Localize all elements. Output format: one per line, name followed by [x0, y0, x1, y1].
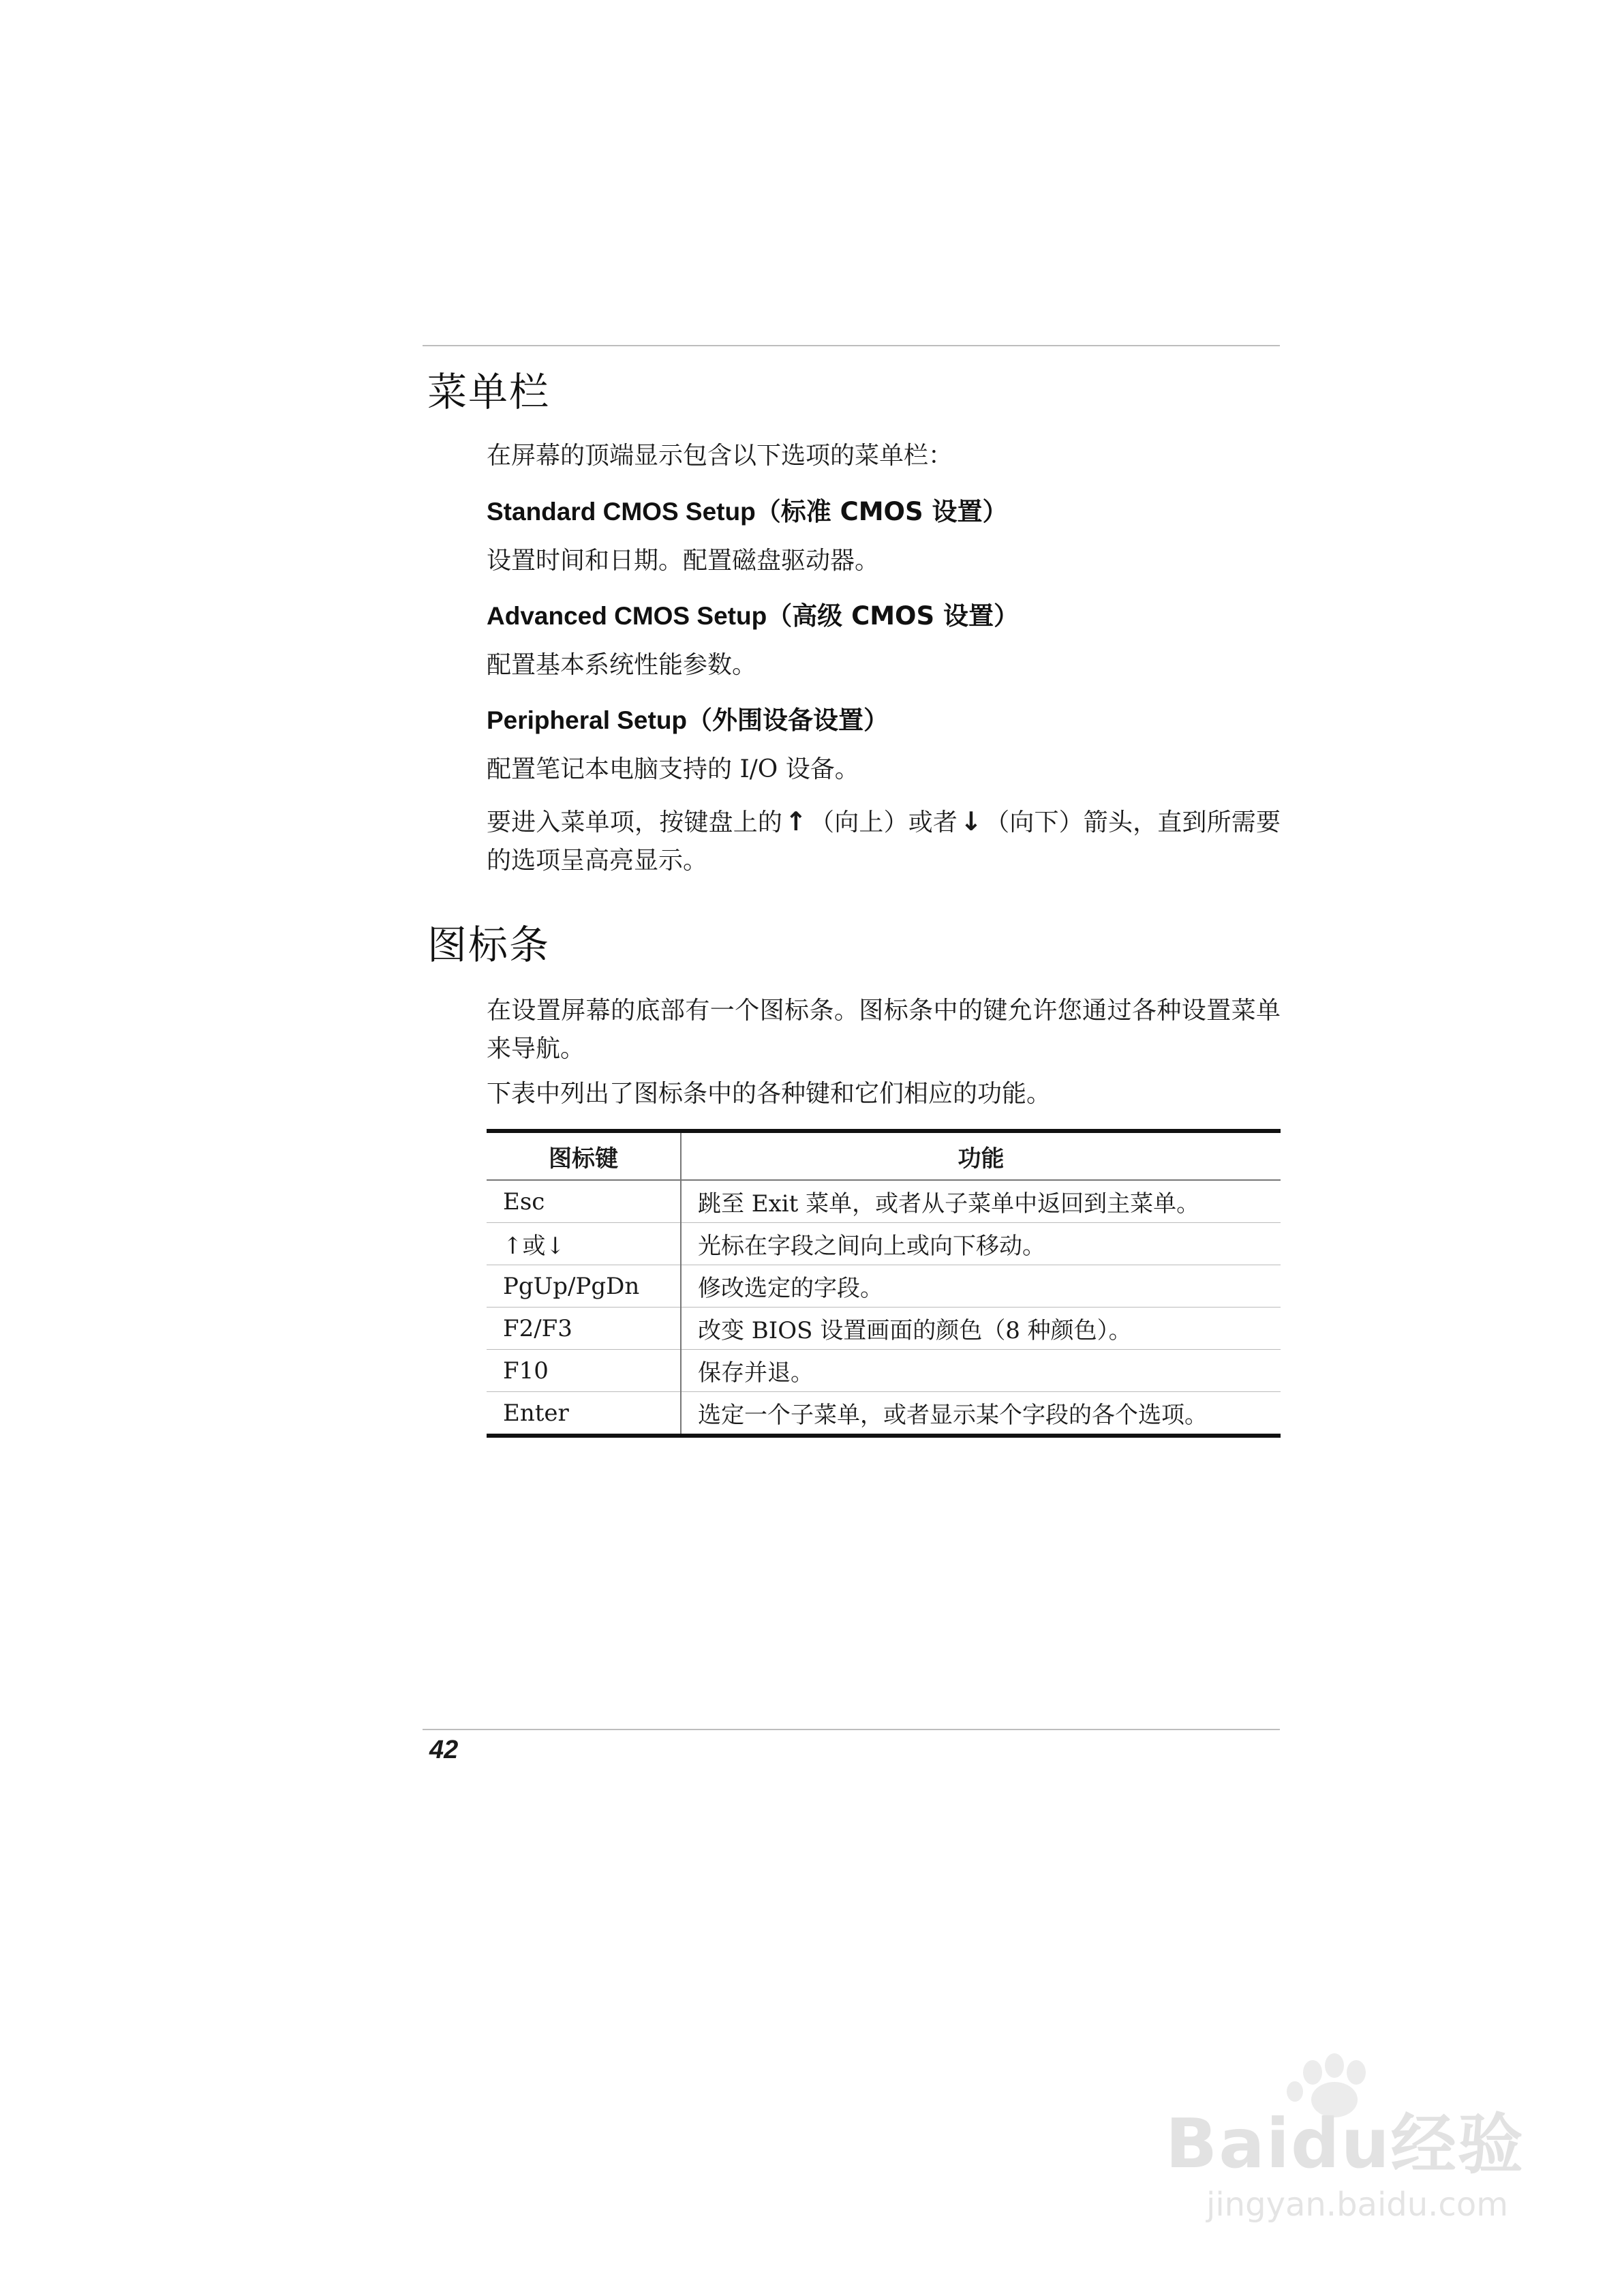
function-cell: 保存并退。	[681, 1350, 1281, 1392]
key-cell: Esc	[487, 1180, 681, 1223]
function-cell: 光标在字段之间向上或向下移动。	[681, 1223, 1281, 1265]
standard-cmos-title-en: Standard CMOS Setup	[487, 498, 756, 526]
header-icon-key: 图标键	[487, 1131, 681, 1180]
watermark-url: jingyan.baidu.com	[1206, 2186, 1508, 2224]
nav-text-3: （向下）箭头，直到所需要的选项呈高亮显示。	[487, 809, 1281, 875]
table-row	[487, 1265, 1281, 1308]
bottom-rule	[423, 1729, 1280, 1730]
standard-cmos-desc: 设置时间和日期。配置磁盘驱动器。	[487, 547, 880, 575]
watermark-brand-bai: Bai	[1165, 2104, 1291, 2184]
down-arrow-icon: ↓	[960, 806, 982, 836]
function-cell: 改变 BIOS 设置画面的颜色（8 种颜色）。	[681, 1308, 1281, 1350]
menu-bar-heading: 菜单栏	[427, 369, 551, 415]
advanced-cmos-desc: 配置基本系统性能参数。	[487, 651, 757, 679]
table-row	[487, 1223, 1281, 1265]
peripheral-setup-title-en: Peripheral Setup	[487, 706, 688, 734]
standard-cmos-title-cn: （标准 CMOS 设置）	[755, 497, 1008, 526]
menu-bar-intro: 在屏幕的顶端显示包含以下选项的菜单栏：	[487, 442, 953, 470]
table-header-row	[487, 1131, 1281, 1180]
advanced-cmos-title-cn: （高级 CMOS 设置）	[767, 601, 1020, 631]
nav-text-2: （向上）或者	[809, 809, 958, 836]
standard-cmos-title	[487, 491, 1008, 528]
icon-bar-para-1: 在设置屏幕的底部有一个图标条。图标条中的键允许您通过各种设置菜单来导航。	[487, 997, 1281, 1063]
peripheral-setup-title-cn: （外围设备设置）	[687, 706, 889, 735]
icon-key-table	[487, 1129, 1281, 1438]
function-cell: 修改选定的字段。	[681, 1265, 1281, 1308]
watermark-brand-du: du	[1290, 2104, 1391, 2184]
top-rule	[423, 345, 1280, 346]
up-arrow-icon: ↑	[785, 806, 807, 836]
function-cell: 选定一个子菜单，或者显示某个字段的各个选项。	[681, 1392, 1281, 1436]
watermark-brand	[1165, 2093, 1525, 2186]
navigation-instructions	[487, 802, 1281, 880]
advanced-cmos-title-en: Advanced CMOS Setup	[487, 602, 767, 630]
nav-text-1: 要进入菜单项，按键盘上的	[487, 809, 783, 836]
table-row	[487, 1350, 1281, 1392]
key-cell: ↑或↓	[487, 1223, 681, 1265]
table-row	[487, 1308, 1281, 1350]
page-number: 42	[429, 1736, 459, 1764]
icon-bar-heading: 图标条	[427, 922, 551, 968]
table-row	[487, 1392, 1281, 1436]
header-function: 功能	[681, 1131, 1281, 1180]
table-row	[487, 1180, 1281, 1223]
advanced-cmos-title	[487, 595, 1019, 632]
peripheral-setup-desc: 配置笔记本电脑支持的 I/O 设备。	[487, 755, 859, 783]
key-cell: PgUp/PgDn	[487, 1265, 681, 1308]
function-cell: 跳至 Exit 菜单，或者从子菜单中返回到主菜单。	[681, 1180, 1281, 1223]
key-cell: F10	[487, 1350, 681, 1392]
key-cell: F2/F3	[487, 1308, 681, 1350]
icon-bar-para-2: 下表中列出了图标条中的各种键和它们相应的功能。	[487, 1080, 1052, 1108]
baidu-jingyan-watermark	[1152, 2052, 1533, 2270]
peripheral-setup-title	[487, 699, 889, 736]
key-cell: Enter	[487, 1392, 681, 1436]
watermark-brand-cn: 经验	[1390, 2106, 1525, 2183]
